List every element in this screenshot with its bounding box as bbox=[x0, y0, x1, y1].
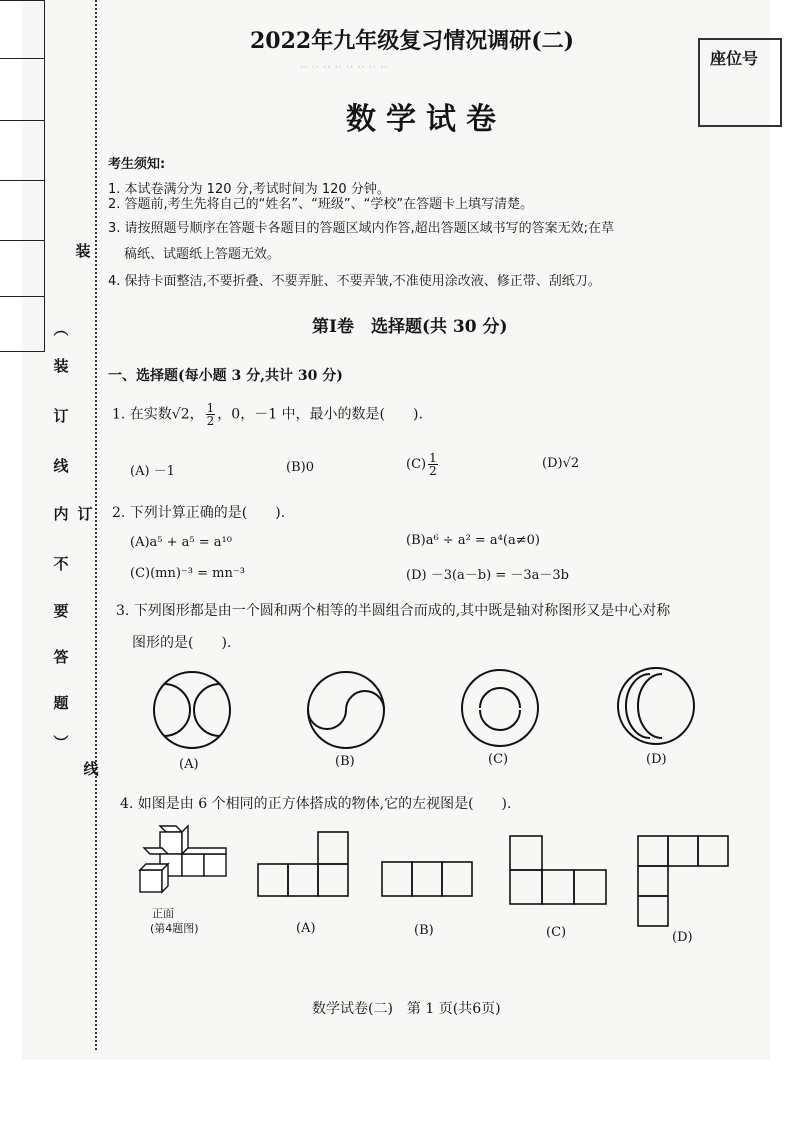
binding-char: 要 bbox=[53, 602, 69, 620]
exam-subtitle: 数学试卷 bbox=[346, 102, 506, 137]
q1-stem-post: ，0，－1 中，最小的数是( ). bbox=[217, 406, 423, 423]
binding-strip bbox=[0, 0, 45, 352]
notice-item: 2. 答题前,考生先将自己的“姓名”、“班级”、“学校”在答题卡上填写清楚。 bbox=[108, 197, 534, 212]
seat-number-box[interactable] bbox=[698, 38, 782, 127]
q4-stem: 4. 如图是由 6 个相同的正方体搭成的物体,它的左视图是( ). bbox=[120, 796, 512, 812]
q3-figure-a[interactable] bbox=[150, 668, 240, 752]
q4-label-b: (B) bbox=[414, 923, 434, 938]
notice-item: 稿纸、试题纸上答题无效。 bbox=[124, 247, 281, 262]
q3-figure-b[interactable] bbox=[304, 668, 394, 752]
binding-char: 不 bbox=[53, 555, 69, 573]
q4-option-d-view[interactable] bbox=[636, 834, 730, 928]
binding-char-ding: 订 bbox=[77, 505, 93, 523]
q1-option-c[interactable] bbox=[406, 452, 440, 477]
q3-figure-c[interactable] bbox=[456, 664, 546, 752]
binding-char: 题 bbox=[53, 694, 69, 712]
q3-label-b: (B) bbox=[335, 754, 355, 769]
binding-char: 内 bbox=[53, 505, 69, 523]
strip-divider bbox=[0, 120, 44, 121]
seat-label: 座位号 bbox=[710, 49, 759, 68]
q2-option-d[interactable]: (D) －3(a－b) = －3a－3b bbox=[406, 568, 569, 583]
binding-char-zhuang: 装 bbox=[75, 242, 91, 260]
q3-figure-d[interactable] bbox=[610, 662, 706, 752]
bleed-through-text: ·· ·· ·· ·· ·· ·· ·· ·· bbox=[300, 60, 388, 74]
q2-option-c[interactable]: (C)(mn)⁻³ = mn⁻³ bbox=[130, 566, 245, 581]
q1-fraction bbox=[206, 402, 216, 427]
q1-option-d[interactable]: (D)√2 bbox=[542, 456, 580, 471]
section-title: 第Ⅰ卷 选择题(共 30 分) bbox=[312, 317, 508, 337]
q3-label-d: (D) bbox=[646, 752, 667, 767]
q1-stem bbox=[112, 402, 423, 427]
q4-cube-figure bbox=[136, 824, 232, 912]
q1-stem-pre: 1. 在实数√2， bbox=[112, 406, 204, 423]
q1-c-frac-den: 2 bbox=[429, 464, 437, 478]
strip-divider bbox=[0, 180, 44, 181]
q4-figure-caption: (第4题图) bbox=[150, 922, 199, 935]
q1-option-c-label: (C) bbox=[406, 457, 427, 472]
q4-option-c-view[interactable] bbox=[508, 834, 610, 908]
q3-label-a: (A) bbox=[179, 757, 199, 772]
strip-divider bbox=[0, 58, 44, 59]
q1-option-c-fraction bbox=[428, 452, 438, 477]
binding-char-xian: 线 bbox=[83, 760, 99, 778]
binding-char: 答 bbox=[53, 648, 69, 666]
q2-option-a[interactable]: (A)a⁵ + a⁵ = a¹⁰ bbox=[130, 535, 232, 550]
binding-paren-open: ︵ bbox=[53, 320, 69, 338]
binding-char: 装 bbox=[53, 357, 69, 375]
binding-paren-close: ︶ bbox=[53, 734, 69, 752]
notice-item: 3. 请按照题号顺序在答题卡各题目的答题区域内作答,超出答题区域书写的答案无效;在草 bbox=[108, 221, 615, 236]
q1-frac-den: 2 bbox=[206, 414, 215, 428]
q1-option-b[interactable]: (B)0 bbox=[286, 460, 314, 475]
notice-item: 1. 本试卷满分为 120 分,考试时间为 120 分钟。 bbox=[108, 182, 390, 197]
q1-option-a[interactable]: (A) －1 bbox=[130, 464, 175, 479]
q3-stem-line1: 3. 下列图形都是由一个圆和两个相等的半圆组合而成的,其中既是轴对称图形又是中心对称 bbox=[116, 603, 671, 619]
q4-label-c: (C) bbox=[546, 925, 567, 940]
strip-divider bbox=[0, 240, 44, 241]
part-title: 一、选择题(每小题 3 分,共计 30 分) bbox=[108, 368, 343, 384]
q4-option-a-view[interactable] bbox=[256, 830, 350, 900]
exam-title: 2022年九年级复习情况调研(二) bbox=[250, 28, 575, 54]
binding-char: 订 bbox=[53, 407, 69, 425]
notice-heading: 考生须知: bbox=[108, 157, 166, 172]
q3-stem-line2: 图形的是( ). bbox=[132, 635, 232, 651]
q4-label-a: (A) bbox=[296, 921, 316, 936]
q1-frac-num: 1 bbox=[206, 401, 215, 415]
q3-label-c: (C) bbox=[488, 752, 509, 767]
notice-item: 4. 保持卡面整洁,不要折叠、不要弄脏、不要弄皱,不准使用涂改液、修正带、刮纸刀。 bbox=[108, 274, 601, 289]
binding-char: 线 bbox=[53, 457, 69, 475]
q4-label-d: (D) bbox=[672, 930, 693, 945]
page-footer: 数学试卷(二) 第 1 页(共6页) bbox=[312, 1001, 501, 1017]
q2-option-b[interactable]: (B)a⁶ ÷ a² = a⁴(a≠0) bbox=[406, 533, 540, 548]
binding-dotted-line bbox=[95, 0, 97, 1050]
q4-front-label: 正面 bbox=[152, 907, 174, 920]
strip-divider bbox=[0, 296, 44, 297]
q2-stem: 2. 下列计算正确的是( ). bbox=[112, 505, 286, 521]
q4-option-b-view[interactable] bbox=[380, 860, 474, 900]
q1-c-frac-num: 1 bbox=[429, 451, 437, 465]
